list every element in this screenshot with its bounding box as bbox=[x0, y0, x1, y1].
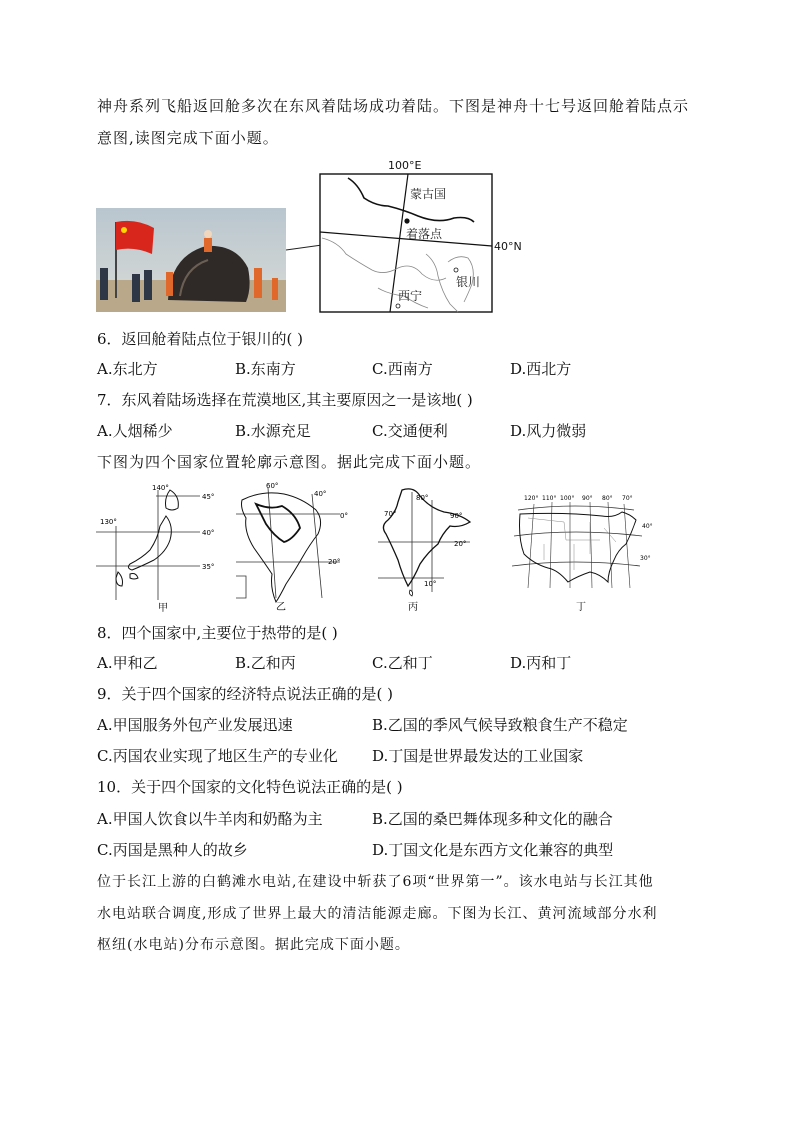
intro-3-line-1: 位于长江上游的白鹤滩水电站,在建设中斩获了6项“世界第一”。该水电站与长江其他 bbox=[97, 874, 654, 890]
q9-option-a[interactable]: A.甲国服务外包产业发展迅速 bbox=[97, 716, 293, 734]
q8-option-a[interactable]: A.甲和乙 bbox=[97, 654, 158, 672]
yi-tick-20: 20° bbox=[328, 558, 341, 566]
q6-option-a[interactable]: A.东北方 bbox=[97, 360, 158, 378]
intro-2: 下图为四个国家位置轮廓示意图。据此完成下面小题。 bbox=[97, 453, 482, 471]
q9-option-c[interactable]: C.丙国农业实现了地区生产的专业化 bbox=[97, 747, 338, 765]
bing-tick-10: 10° bbox=[424, 580, 437, 588]
q7-option-c[interactable]: C.交通便利 bbox=[372, 422, 448, 440]
ding-tick-30: 30° bbox=[640, 555, 651, 562]
question-6-number: 6． bbox=[97, 330, 122, 348]
capsule-landing-photo bbox=[96, 208, 286, 312]
ding-tick-100: 100° bbox=[560, 495, 575, 502]
bing-tick-80: 80° bbox=[416, 494, 429, 502]
q7-option-b[interactable]: B.水源充足 bbox=[235, 422, 311, 440]
bing-tick-90: 90° bbox=[450, 512, 463, 520]
country-map-yi bbox=[232, 480, 356, 614]
yi-tick-40: 40° bbox=[314, 490, 327, 498]
q7-option-a[interactable]: A.人烟稀少 bbox=[97, 422, 173, 440]
ding-label: 丁 bbox=[576, 602, 586, 613]
map-lon-label: 100°E bbox=[388, 159, 422, 172]
yi-tick-60: 60° bbox=[266, 482, 279, 490]
jia-tick-40: 40° bbox=[202, 529, 215, 537]
connector-line bbox=[286, 236, 322, 242]
question-9 bbox=[97, 684, 393, 704]
country-map-bing bbox=[374, 482, 480, 614]
map-place-landing: 着落点 bbox=[406, 227, 443, 241]
landing-point-marker bbox=[404, 218, 409, 223]
question-7-stem: 东风着陆场选择在荒漠地区,其主要原因之一是该地( ) bbox=[121, 391, 473, 409]
map-place-mongolia: 蒙古国 bbox=[410, 187, 447, 201]
jia-tick-45: 45° bbox=[202, 493, 215, 501]
q8-option-b[interactable]: B.乙和丙 bbox=[235, 654, 296, 672]
map-place-yinchuan: 银川 bbox=[456, 275, 481, 289]
ding-tick-90: 90° bbox=[582, 495, 593, 502]
question-7-number: 7． bbox=[97, 391, 122, 409]
question-10-stem: 关于四个国家的文化特色说法正确的是( ) bbox=[131, 778, 403, 796]
question-10 bbox=[97, 777, 403, 797]
yi-tick-0: 0° bbox=[340, 512, 348, 520]
question-9-number: 9． bbox=[97, 685, 122, 703]
intro-3-line-3: 枢纽(水电站)分布示意图。据此完成下面小题。 bbox=[97, 937, 410, 953]
landing-map bbox=[318, 158, 522, 314]
q10-option-b[interactable]: B.乙国的桑巴舞体现多种文化的融合 bbox=[372, 810, 613, 828]
q7-option-d[interactable]: D.风力微弱 bbox=[510, 422, 587, 440]
map-lat-label: 40°N bbox=[494, 240, 522, 253]
ding-tick-70: 70° bbox=[622, 495, 633, 502]
question-8 bbox=[97, 623, 338, 643]
jia-label: 甲 bbox=[158, 603, 168, 614]
bing-tick-70: 70° bbox=[384, 510, 397, 518]
q6-option-b[interactable]: B.东南方 bbox=[235, 360, 296, 378]
ding-tick-120: 120° bbox=[524, 495, 539, 502]
country-map-jia bbox=[96, 482, 220, 614]
intro-line-1: 神舟系列飞船返回舱多次在东风着陆场成功着陆。下图是神舟十七号返回舱着陆点示 bbox=[97, 97, 690, 115]
bing-tick-20: 20° bbox=[454, 540, 467, 548]
q6-option-c[interactable]: C.西南方 bbox=[372, 360, 433, 378]
map-place-xining: 西宁 bbox=[398, 289, 423, 303]
jia-tick-140: 140° bbox=[152, 484, 169, 492]
question-7 bbox=[97, 390, 473, 410]
country-map-ding bbox=[504, 488, 654, 614]
q10-option-a[interactable]: A.甲国人饮食以牛羊肉和奶酪为主 bbox=[97, 810, 323, 828]
q10-option-d[interactable]: D.丁国文化是东西方文化兼容的典型 bbox=[372, 841, 614, 859]
question-8-number: 8． bbox=[97, 624, 122, 642]
question-10-number: 10． bbox=[97, 778, 132, 796]
ding-tick-40: 40° bbox=[642, 523, 653, 530]
question-6-stem: 返回舱着陆点位于银川的( ) bbox=[121, 330, 304, 348]
q10-option-c[interactable]: C.丙国是黑种人的故乡 bbox=[97, 841, 248, 859]
ding-tick-80: 80° bbox=[602, 495, 613, 502]
jia-tick-35: 35° bbox=[202, 563, 215, 571]
jia-tick-130: 130° bbox=[100, 518, 117, 526]
q9-option-b[interactable]: B.乙国的季风气候导致粮食生产不稳定 bbox=[372, 716, 628, 734]
intro-3-line-2: 水电站联合调度,形成了世界上最大的清洁能源走廊。下图为长江、黄河流域部分水利 bbox=[97, 906, 658, 922]
question-9-stem: 关于四个国家的经济特点说法正确的是( ) bbox=[121, 685, 394, 703]
ding-tick-110: 110° bbox=[542, 495, 557, 502]
intro-line-2: 意图,读图完成下面小题。 bbox=[97, 129, 279, 147]
question-8-stem: 四个国家中,主要位于热带的是( ) bbox=[121, 624, 338, 642]
q8-option-d[interactable]: D.丙和丁 bbox=[510, 654, 572, 672]
q8-option-c[interactable]: C.乙和丁 bbox=[372, 654, 433, 672]
bing-label: 丙 bbox=[408, 602, 418, 613]
question-6 bbox=[97, 329, 303, 349]
q6-option-d[interactable]: D.西北方 bbox=[510, 360, 572, 378]
yi-label: 乙 bbox=[276, 602, 286, 613]
q9-option-d[interactable]: D.丁国是世界最发达的工业国家 bbox=[372, 747, 584, 765]
